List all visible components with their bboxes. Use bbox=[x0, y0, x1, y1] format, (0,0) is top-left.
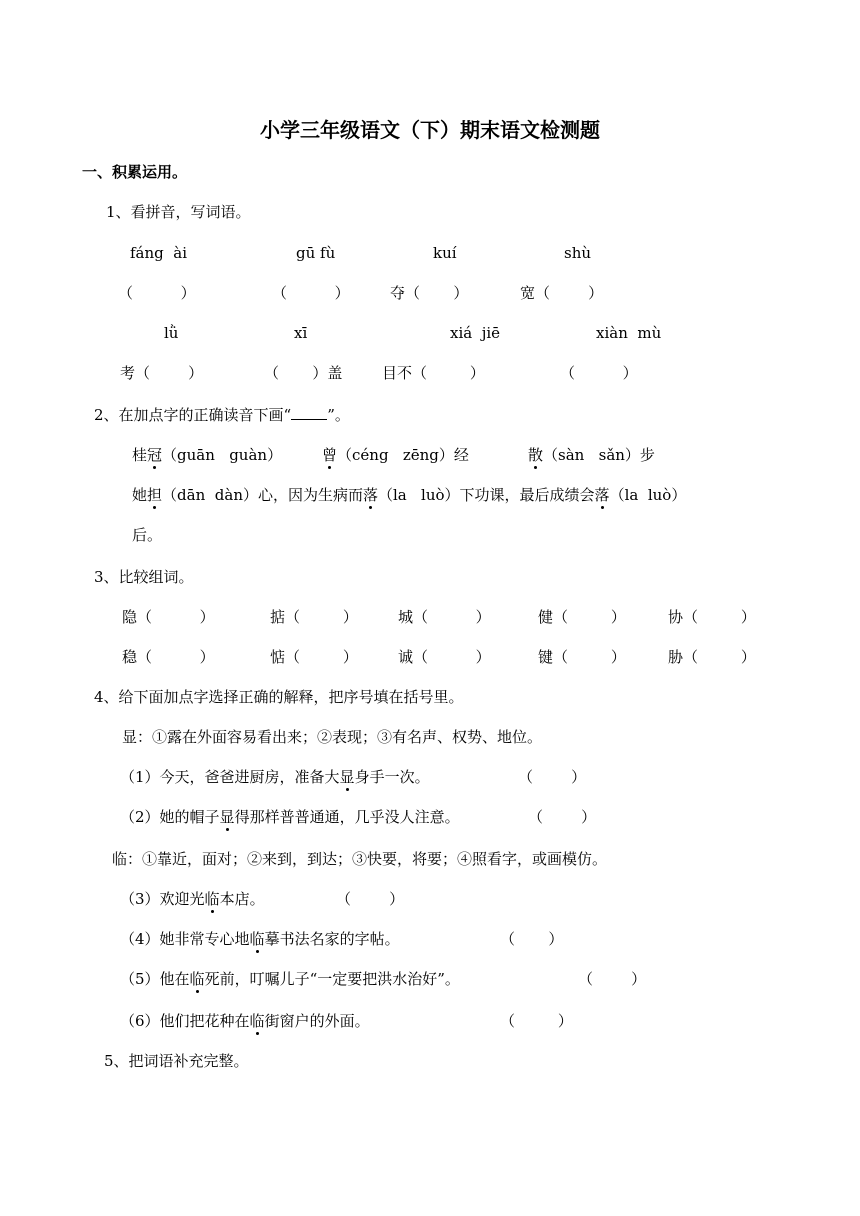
dotted-char: 临 bbox=[204, 890, 220, 908]
reading-sentence-end: 后。 bbox=[132, 526, 163, 544]
compare-blank[interactable]: 键（ ） bbox=[538, 648, 626, 666]
question-2-heading-text: 2、在加点字的正确读音下画“ bbox=[94, 406, 292, 424]
pinyin: gū fù bbox=[296, 244, 336, 262]
answer-blank[interactable]: （ ） bbox=[500, 930, 564, 948]
question-3-heading: 3、比较组词。 bbox=[94, 568, 194, 586]
pinyin: xiàn mù bbox=[596, 324, 662, 342]
sentence-item bbox=[120, 807, 460, 827]
pinyin-options[interactable]: （sàn sǎn）步 bbox=[543, 446, 655, 464]
answer-blank[interactable]: （ ）盖 bbox=[264, 364, 343, 382]
answer-blank[interactable]: （ ） bbox=[500, 1012, 573, 1030]
compare-blank[interactable]: 隐（ ） bbox=[122, 608, 215, 626]
dotted-char: 曾 bbox=[322, 446, 338, 464]
dotted-char: 临 bbox=[189, 970, 205, 988]
pinyin: shù bbox=[564, 244, 592, 262]
pinyin-options[interactable]: （céng zēng）经 bbox=[337, 446, 469, 464]
sentence-text: 得那样普普通通，几乎没人注意。 bbox=[234, 808, 460, 826]
dotted-char: 落 bbox=[362, 486, 378, 504]
definition-xian: 显：①露在外面容易看出来；②表现；③有名声、权势、地位。 bbox=[122, 728, 543, 746]
dotted-char: 冠 bbox=[147, 446, 163, 464]
sentence-text: 身手一次。 bbox=[354, 768, 430, 786]
reading-item bbox=[322, 445, 469, 465]
reading-sentence bbox=[132, 485, 686, 505]
section-heading: 一、积累运用。 bbox=[82, 163, 188, 181]
dotted-char: 显 bbox=[339, 768, 355, 786]
answer-blank[interactable]: （ ） bbox=[272, 284, 350, 302]
answer-blank[interactable]: （ ） bbox=[518, 768, 587, 786]
dotted-char: 临 bbox=[249, 930, 265, 948]
answer-blank[interactable]: （ ） bbox=[528, 808, 597, 826]
sentence-item bbox=[120, 929, 400, 949]
answer-blank[interactable]: （ ） bbox=[118, 284, 196, 302]
reading-item bbox=[132, 445, 282, 465]
question-4-heading: 4、给下面加点字选择正确的解释，把序号填在括号里。 bbox=[94, 688, 464, 706]
compare-blank[interactable]: 城（ ） bbox=[398, 608, 491, 626]
answer-blank[interactable]: 目不（ ） bbox=[382, 364, 485, 382]
pinyin-options[interactable]: （guān guàn） bbox=[162, 446, 283, 464]
answer-blank[interactable]: （ ） bbox=[560, 364, 638, 382]
answer-blank[interactable]: （ ） bbox=[578, 970, 647, 988]
pinyin-options[interactable]: （la luò） bbox=[609, 486, 687, 504]
question-2-heading-end: ”。 bbox=[327, 406, 350, 424]
dotted-char: 落 bbox=[594, 486, 610, 504]
question-5-heading: 5、把词语补充完整。 bbox=[104, 1052, 249, 1070]
sentence-text: （6）他们把花种在 bbox=[120, 1012, 250, 1030]
pinyin: kuí bbox=[433, 244, 457, 262]
sentence-text: （1）今天，爸爸进厨房，准备大 bbox=[120, 768, 340, 786]
pinyin: xī bbox=[294, 324, 308, 342]
sentence-item bbox=[120, 767, 430, 787]
page-title: 小学三年级语文（下）期末语文检测题 bbox=[260, 118, 600, 142]
answer-blank[interactable]: （ ） bbox=[336, 890, 405, 908]
dotted-char: 担 bbox=[147, 486, 163, 504]
pinyin: fáng ài bbox=[130, 244, 188, 262]
sentence-text: （4）她非常专心地 bbox=[120, 930, 250, 948]
compare-blank[interactable]: 稳（ ） bbox=[122, 648, 215, 666]
sentence-text: 本店。 bbox=[219, 890, 265, 908]
answer-blank[interactable]: 夺（ ） bbox=[390, 284, 469, 302]
reading-item bbox=[528, 445, 655, 465]
sentence-item bbox=[120, 969, 460, 989]
compare-blank[interactable]: 诚（ ） bbox=[398, 648, 491, 666]
compare-blank[interactable]: 惦（ ） bbox=[270, 648, 358, 666]
pinyin: xiá jiē bbox=[450, 324, 501, 342]
compare-blank[interactable]: 协（ ） bbox=[668, 608, 756, 626]
dotted-char: 散 bbox=[528, 446, 544, 464]
answer-blank[interactable]: 考（ ） bbox=[120, 364, 204, 382]
question-1-heading: 1、看拼音，写词语。 bbox=[106, 203, 251, 221]
sentence-item bbox=[120, 889, 265, 909]
compare-blank[interactable]: 胁（ ） bbox=[668, 648, 756, 666]
underline-sample bbox=[291, 407, 327, 420]
answer-blank[interactable]: 宽（ ） bbox=[520, 284, 604, 302]
sentence-text: 街窗户的外面。 bbox=[264, 1012, 370, 1030]
compare-blank[interactable]: 掂（ ） bbox=[270, 608, 358, 626]
sentence-text: 死前，叮嘱儿子“一定要把洪水治好”。 bbox=[204, 970, 460, 988]
word-part: 她 bbox=[132, 486, 148, 504]
pinyin: lǜ bbox=[164, 324, 179, 342]
dotted-char: 临 bbox=[249, 1012, 265, 1030]
sentence-text: 摹书法名家的字帖。 bbox=[264, 930, 400, 948]
question-2-heading bbox=[94, 405, 350, 425]
pinyin-options[interactable]: （la luò）下功课，最后成绩会 bbox=[378, 486, 595, 504]
compare-blank[interactable]: 健（ ） bbox=[538, 608, 626, 626]
dotted-char: 显 bbox=[219, 808, 235, 826]
sentence-text: （2）她的帽子 bbox=[120, 808, 220, 826]
sentence-text: （3）欢迎光 bbox=[120, 890, 205, 908]
definition-lin: 临：①靠近，面对；②来到，到达；③快要，将要；④照看字，或画模仿。 bbox=[112, 850, 608, 868]
pinyin-options[interactable]: （dān dàn）心，因为生病而 bbox=[162, 486, 363, 504]
sentence-item bbox=[120, 1011, 370, 1031]
word-part: 桂 bbox=[132, 446, 148, 464]
sentence-text: （5）他在 bbox=[120, 970, 190, 988]
